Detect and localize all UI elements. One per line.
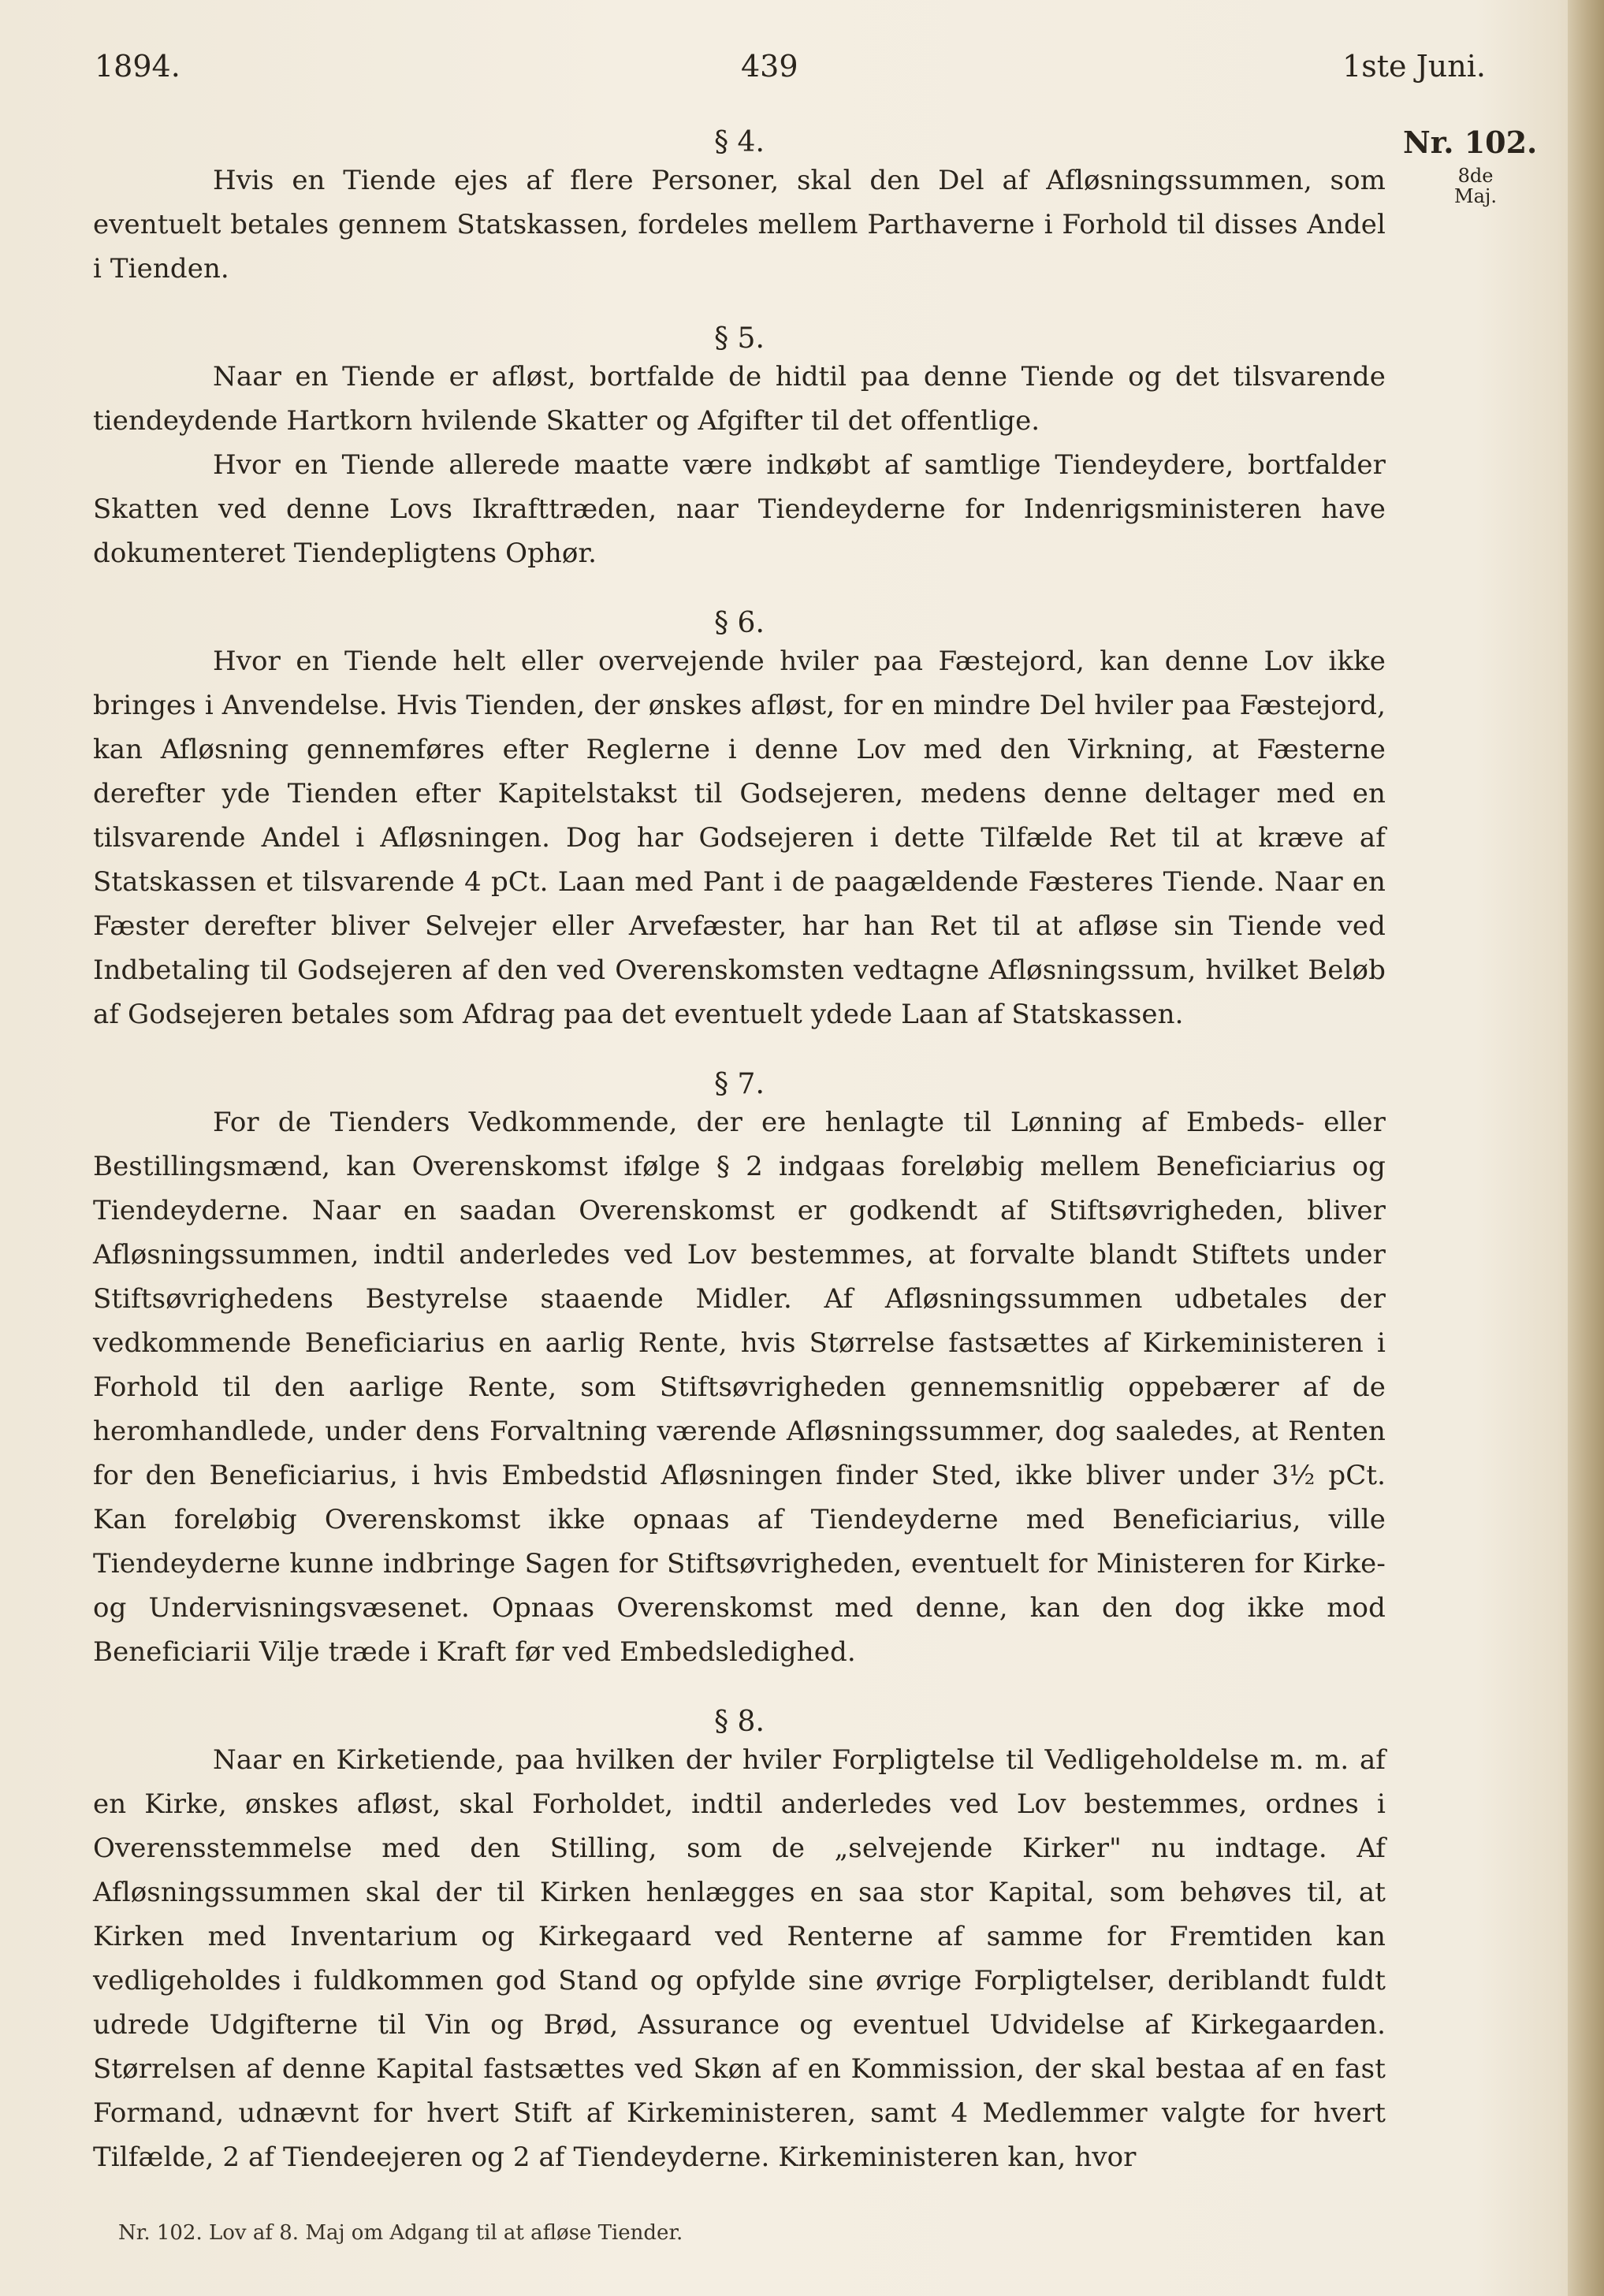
- section-5: [93, 322, 1386, 575]
- section-4: [93, 126, 1386, 291]
- section-heading: § 7.: [714, 1068, 765, 1100]
- header-date: 1ste Juni.: [1342, 49, 1486, 84]
- section-8: [93, 1706, 1386, 2179]
- section-heading: § 5.: [714, 322, 765, 355]
- margin-law-number: Nr. 102.: [1403, 125, 1538, 160]
- paragraph: Hvor en Tiende helt eller overvejende hviler paa Fæstejord, kan denne Lov ikke bringes i Anvendelse. Hvis Tienden, der ønskes afløst, for en mindre Del hviler paa Fæstejord, kan Afløsning gennemføres efter Reglerne i denne Lov med den Virkning, at Fæsterne derefter yde Tienden efter Kapitelstakst til Godsejeren, medens denne deltager med en tilsvarende Andel i Afløsningen. Dog har Godsejeren i dette Tilfælde Ret til at kræve af Statskassen et tilsvarende 4 pCt. Laan med Pant i de paagældende Fæsteres Tiende. Naar en Fæster derefter bliver Selvejer eller Arvefæster, har han Ret til at afløse sin Tiende ved Indbetaling til Godsejeren af den ved Overenskomsten vedtagne Afløsningssum, hvilket Beløb af Godsejeren betales som Afdrag paa det eventuelt ydede Laan af Statskassen.: [93, 646, 1386, 1030]
- section-heading: § 4.: [714, 126, 765, 158]
- header-year: 1894.: [95, 49, 180, 84]
- paragraph: Hvor en Tiende allerede maatte være indkøbt af samtlige Tiendeydere, bortfalder Skatten ved denne Lovs Ikrafttræden, naar Tiendeyderne for Indenrigsministeren have dokumenteret Tiendepligtens Ophør.: [93, 449, 1386, 569]
- section-heading: § 8.: [714, 1706, 765, 1738]
- page-footer: Nr. 102. Lov af 8. Maj om Adgang til at afløse Tiender.: [118, 2221, 683, 2245]
- paragraph: For de Tienders Vedkommende, der ere henlagte til Lønning af Embeds- eller Bestillingsmænd, kan Overenskomst ifølge § 2 indgaas foreløbig mellem Beneficiarius og Tiendeyderne. Naar en saadan Overenskomst er godkendt af Stiftsøvrigheden, bliver Afløsningssummen, indtil anderledes ved Lov bestemmes, at forvalte blandt Stiftets under Stiftsøvrighedens Bestyrelse staaende Midler. Af Afløsningssummen udbetales der vedkommende Beneficiarius en aarlig Rente, hvis Størrelse fastsættes af Kirkeministeren i Forhold til den aarlige Rente, som Stiftsøvrigheden gennemsnitlig oppebærer af de heromhandlede, under dens Forvaltning værende Afløsningssummer, dog saaledes, at Renten for den Beneficiarius, i hvis Embedstid Afløsningen finder Sted, ikke bliver under 3½ pCt. Kan foreløbig Overenskomst ikke opnaas af Tiendeyderne med Beneficiarius, ville Tiendeyderne kunne indbringe Sagen for Stiftsøvrigheden, eventuelt for Ministeren for Kirke- og Undervisningsvæsenet. Opnaas Overenskomst med denne, kan den dog ikke mod Beneficiarii Vilje træde i Kraft før ved Embedsledighed.: [93, 1107, 1386, 1668]
- book-gutter: [1568, 0, 1604, 2296]
- section-heading: § 6.: [714, 607, 765, 639]
- margin-law-date: 8de Maj.: [1454, 165, 1497, 207]
- paragraph: Naar en Kirketiende, paa hvilken der hviler Forpligtelse til Vedligeholdelse m. m. af en Kirke, ønskes afløst, skal Forholdet, indtil anderledes ved Lov bestemmes, ordnes i Overensstemmelse med den Stilling, som de „selvejende Kirker" nu indtage. Af Afløsningssummen skal der til Kirken henlægges en saa stor Kapital, som behøves til, at Kirken med Inventarium og Kirkegaard ved Renterne af samme for Fremtiden kan vedligeholdes i fuldkommen god Stand og opfylde sine øvrige Forpligtelser, deriblandt fuldt udrede Udgifterne til Vin og Brød, Assurance og eventuel Udvidelse af Kirkegaarden. Størrelsen af denne Kapital fastsættes ved Skøn af en Kommission, der skal bestaa af en fast Formand, udnævnt for hvert Stift af Kirkeministeren, samt 4 Medlemmer valgte for hvert Tilfælde, 2 af Tiendeejeren og 2 af Tiendeyderne. Kirkeministeren kan, hvor: [93, 1744, 1386, 2173]
- paragraph: Hvis en Tiende ejes af flere Personer, skal den Del af Afløsningssummen, som eventuelt betales gennem Statskassen, fordeles mellem Parthaverne i Forhold til disses Andel i Tienden.: [93, 165, 1386, 285]
- paragraph: Naar en Tiende er afløst, bortfalde de hidtil paa denne Tiende og det tilsvarende tiendeydende Hartkorn hvilende Skatter og Afgifter til det offentlige.: [93, 361, 1386, 437]
- body-text: [93, 126, 1386, 2211]
- running-header: [95, 49, 1486, 96]
- section-6: [93, 607, 1386, 1036]
- page-number: 439: [741, 49, 798, 84]
- section-7: [93, 1068, 1386, 1674]
